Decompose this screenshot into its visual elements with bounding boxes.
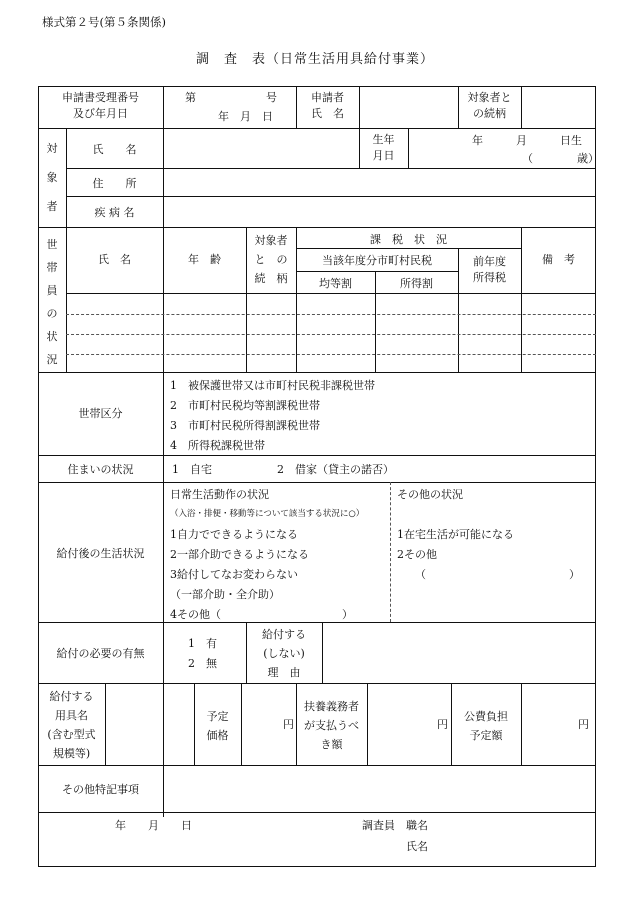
daily-items: 1自力でできるようになる 2一部介助できるようになる 3給付してなお変わらない （一部介助・全介助） 4その他（ ） [170, 528, 353, 621]
need-options: 1 有 2 無 [188, 637, 217, 670]
investigator-name: 氏名 [406, 840, 428, 853]
number-suffix: 号 [266, 91, 277, 104]
category-list: 1 被保護世帯又は市町村民税非課税世帯 2 市町村民税均等割課税世帯 3 市町村民税所得割課税世帯 4 所得税課税世帯 [170, 379, 375, 452]
equipment-label: 給付する 用具名 (含む型式 規模等) [47, 690, 96, 760]
age-value: （ 歳） [522, 152, 599, 165]
birth-value: 年 月 日生 [472, 134, 582, 147]
subject-side-label: 対 象 者 [46, 142, 58, 213]
remarks-header: 備 考 [542, 253, 575, 266]
residence-label: 住まいの状況 [67, 463, 134, 476]
residence-rent: 2 借家（貸主の諾否） [277, 463, 394, 476]
income-tax-header: 所得割 [400, 277, 433, 290]
notes-label: その他特記事項 [62, 783, 139, 796]
after-label: 給付後の生活状況 [56, 547, 145, 560]
footer-date: 年 月 日 [115, 819, 192, 832]
household-side-label: 世 帯 員 の 状 況 [46, 238, 58, 366]
other-items: 1在宅生活が可能になる 2その他 （ ） [397, 528, 580, 581]
price-yen: 円 [283, 718, 294, 731]
member-age-header: 年 齢 [188, 253, 221, 266]
need-label: 給付の必要の有無 [56, 647, 145, 660]
address-label: 住 所 [92, 177, 137, 190]
tax-status-header: 課 税 状 況 [370, 233, 447, 246]
other-title: その他の状況 [397, 488, 463, 501]
investigator-title: 調査員 職名 [362, 819, 428, 832]
prev-year-tax-header: 前年度 所得税 [473, 255, 506, 284]
member-name-header: 氏 名 [98, 253, 131, 266]
number-prefix: 第 [185, 91, 196, 104]
need-reason-label: 給付する (しない) 理 由 [262, 628, 306, 679]
subject-name-label: 氏 名 [92, 143, 137, 156]
residence-own: 1 自宅 [172, 463, 212, 476]
daily-title: 日常生活動作の状況 [170, 488, 269, 501]
public-yen: 円 [578, 718, 589, 731]
daily-note: （入浴・排便・移動等について該当する状況に○） [170, 509, 365, 519]
price-label: 予定 価格 [206, 710, 229, 742]
equal-tax-header: 均等割 [319, 277, 352, 290]
support-label: 扶養義務者 が支払うべ き額 [304, 700, 359, 751]
receipt-label: 申請書受理番号 及び年月日 [62, 91, 139, 120]
disease-label: 疾 病 名 [94, 206, 135, 219]
relation-label: 対象者と の続柄 [467, 91, 512, 120]
form-code: 様式第２号(第５条関係) [42, 15, 166, 29]
current-year-tax-header: 当該年度分市町村民税 [322, 254, 432, 267]
category-label: 世帯区分 [78, 407, 123, 420]
birth-label: 生年 月日 [372, 133, 395, 162]
member-relation-header: 対象者 と の 続 柄 [254, 234, 288, 285]
document-title: 調 査 表（日常生活用具給付事業） [195, 52, 434, 67]
public-label: 公費負担 予定額 [464, 710, 508, 742]
support-yen: 円 [437, 718, 448, 731]
applicant-label: 申請者 氏 名 [311, 91, 344, 120]
receipt-date: 年 月 日 [218, 110, 273, 123]
